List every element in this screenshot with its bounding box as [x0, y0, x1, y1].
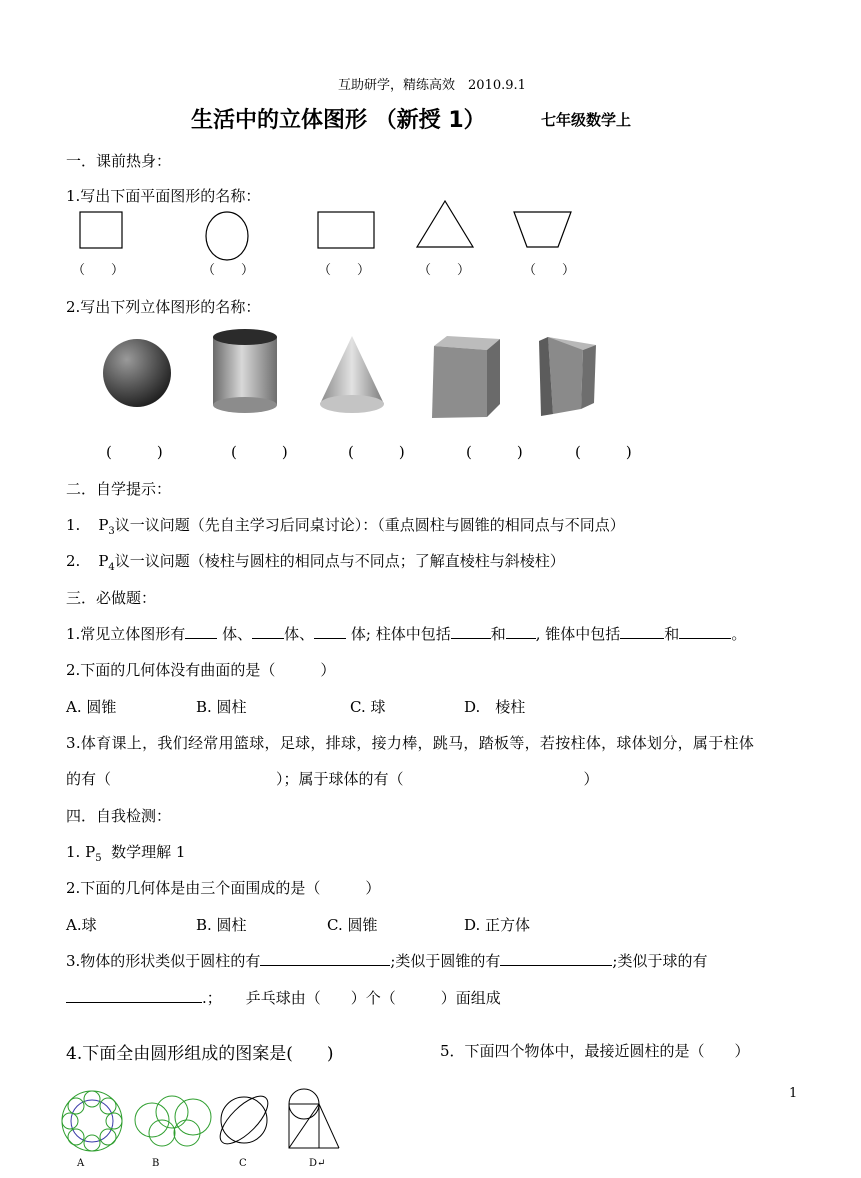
q1-answer-bracket[interactable]: （ ） — [72, 263, 125, 278]
section2-item2: 2. $P_4$议一议问题（棱柱与圆柱的相同点与不同点；了解直棱柱与斜棱柱） — [66, 552, 565, 573]
section4-q5: 5．下面四个物体中，最接近圆柱的是（ ） — [440, 1042, 750, 1060]
pattern-label-b: B — [152, 1158, 160, 1169]
header-motto: 互助研学，精练高效 2010.9.1 — [338, 78, 526, 93]
pattern-b — [135, 1096, 211, 1146]
section3-q1: 1.常见立体图形有 体、 体、 体; 柱体中包括 和 , 锥体中包括 和 。 — [66, 625, 747, 643]
option-b: B. 圆柱 — [196, 916, 247, 934]
q1-answer-bracket[interactable]: （ ） — [523, 263, 576, 278]
q2-answer-bracket[interactable]: ( ) — [575, 443, 632, 461]
option-b: B. 圆柱 — [196, 698, 247, 716]
pattern-label-d: D↵ — [309, 1158, 326, 1169]
pattern-d — [289, 1089, 339, 1148]
q1-answer-bracket[interactable]: （ ） — [318, 263, 371, 278]
pattern-a — [62, 1091, 122, 1151]
header-date: 2010.9.1 — [468, 78, 526, 93]
section3-q3-line1: 3.体育课上，我们经常用篮球，足球，排球，接力棒，跳马，踏板等，若按柱体，球体划分，属于柱体 — [66, 734, 755, 752]
section1-q1: 1.写出下面平面图形的名称： — [66, 187, 261, 205]
option-a: A.球 — [66, 916, 97, 934]
q2-answer-bracket[interactable]: ( ) — [106, 443, 163, 461]
q2-answer-bracket[interactable]: ( ) — [466, 443, 523, 461]
pattern-label-c: C — [239, 1158, 247, 1169]
grade-label: 七年级数学上 — [541, 111, 632, 129]
q1-answer-bracket[interactable]: （ ） — [418, 263, 471, 278]
section4-q4: 4.下面全由圆形组成的图案是( ) — [66, 1044, 334, 1064]
q1-answer-bracket[interactable]: （ ） — [202, 263, 255, 278]
option-c: C. 圆锥 — [327, 916, 378, 934]
section2-item1: 1. $P_3$议一议问题（先自主学习后同桌讨论）：（重点圆柱与圆锥的相同点与不同点） — [66, 516, 625, 537]
page-number: 1 — [789, 1086, 798, 1101]
option-a: A. 圆锥 — [66, 698, 117, 716]
pattern-label-a: A — [77, 1158, 85, 1169]
section4-heading: 四．自我检测： — [66, 807, 172, 825]
option-c: C. 球 — [350, 698, 386, 716]
section3-heading: 三．必做题： — [66, 589, 157, 607]
section2-heading: 二．自学提示： — [66, 480, 172, 498]
page-title: 生活中的立体图形 （新授 1） — [191, 108, 486, 133]
section3-q3-line2: 的有（ ）；属于球体的有（ ） — [66, 770, 599, 788]
option-d: D. 棱柱 — [464, 698, 526, 716]
section4-q3: 3.物体的形状类似于圆柱的有 ;类似于圆锥的有 ;类似于球的有 — [66, 952, 708, 970]
option-d: D. 正方体 — [464, 916, 531, 934]
q2-answer-bracket[interactable]: ( ) — [231, 443, 288, 461]
section1-heading: 一．课前热身： — [66, 152, 172, 170]
pattern-c — [213, 1089, 275, 1151]
section4-q1: 1. $P_5$ 数学理解 1 — [66, 843, 186, 864]
q2-answer-bracket[interactable]: ( ) — [348, 443, 405, 461]
section1-q2: 2.写出下列立体图形的名称： — [66, 298, 261, 316]
section4-q3-cont: .； 乒乓球由（ ）个（ ）面组成 — [66, 987, 501, 1008]
section4-q2: 2.下面的几何体是由三个面围成的是（ ） — [66, 879, 381, 897]
section3-q2: 2.下面的几何体没有曲面的是（ ） — [66, 661, 336, 679]
